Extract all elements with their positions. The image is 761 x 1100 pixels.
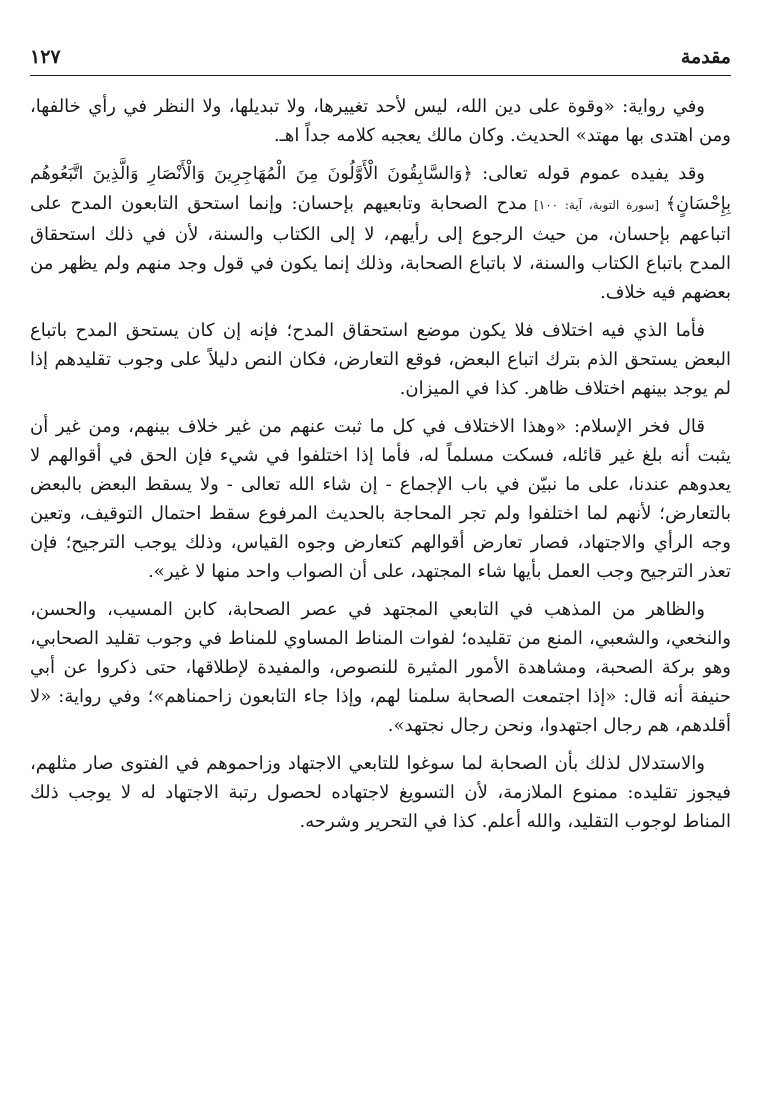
paragraph: قال فخر الإسلام: «وهذا الاختلاف في كل ما ثبت عنهم من غير خلاف بينهم، ومن غير أن يثبت أنه بلغ غير قائله، فسكت مسلماً له، فأما إذا اختلفوا في شيء فإن الحق في أقوالهم لا يعدوهم عندنا، على ما نبيّن في باب الإجماع - إن شاء الله تعالى - ولا يسقط البعض بالبعض بالتعارض؛ لأنهم لما اختلفوا ولم تجر المحاجة بالحديث المرفوع سقط احتمال التوقيف، وتعين وجه الرأي والاجتهاد، فصار تعارض أقوالهم كتعارض وجوه القياس، وذلك يوجب الترجيح؛ فإن تعذر الترجيح وجب العمل بأيها شاء المجتهد، على أن الصواب واحد منها لا غير». [30, 416, 731, 582]
page-number: ١٢٧ [30, 46, 61, 68]
paragraph-intro: وقد يفيده عموم قوله تعالى: [472, 163, 705, 184]
paragraph: والظاهر من المذهب في التابعي المجتهد في عصر الصحابة، كابن المسيب، والحسن، والنخعي، والشعبي، المنع من تقليده؛ لفوات المناط المساوي للمناط في وجوب تقليد الصحابي، وهو بركة الصحبة، ومشاهدة الأمور المثيرة للنصوص، والمفيدة لإطلاقها، حتى ذكروا عن أبي حنيفة أنه قال: «إذا اجتمعت الصحابة سلمنا لهم، وإذا جاء التابعون زاحمناهم»؛ وفي رواية: «لا أقلدهم، هم رجال اجتهدوا، ونحن رجال نجتهد». [30, 599, 731, 736]
chapter-title: مقدمة [680, 46, 731, 68]
quran-verse: ﴿وَالسَّابِقُونَ الْأَوَّلُونَ مِنَ الْمُهَاجِرِينَ وَالْأَنْصَارِ وَالَّذِينَ اتَّبَعُوهُم بِإِحْسَانٍ﴾ [30, 164, 731, 214]
paragraph: وفي رواية: «وقوة على دين الله، ليس لأحد تغييرها، ولا تبديلها، ولا النظر في رأي خالفها، ومن اهتدى بها مهتد» الحديث. وكان مالك يعجبه كلامه جداً اهـ. [30, 96, 731, 146]
paragraph: والاستدلال لذلك بأن الصحابة لما سوغوا للتابعي الاجتهاد وزاحموهم في الفتوى صار مثلهم، فيجوز تقليده: ممنوع الملازمة، لأن التسويغ لاجتهاده لحصول رتبة الاجتهاد له لا يوجب ذلك المناط لوجوب التقليد، والله أعلم. كذا في التحرير وشرحه. [30, 753, 731, 832]
paragraph-with-verse [30, 159, 731, 307]
page-header [30, 44, 731, 80]
paragraph-continuation: مدح الصحابة وتابعيهم بإحسان: وإنما استحق التابعون المدح على اتباعهم بإحسان، من حيث الرجوع إلى رأيهم، لا إلى الكتاب والسنة، لأن في ذلك استحقاق المدح باتباع الكتاب والسنة، لا باتباع الصحابة، وذلك إنما يكون في قول وجد منهم ولم يظهر من بعضهم فيه خلاف. [30, 193, 731, 303]
header-rule [30, 75, 731, 76]
paragraph: فأما الذي فيه اختلاف فلا يكون موضع استحقاق المدح؛ فإنه إن كان يستحق المدح باتباع البعض يستحق الذم بترك اتباع البعض، فوقع التعارض، فكان النص دليلاً على وجوب تقليدهم إذا لم يوجد بينهم اختلاف ظاهر. كذا في الميزان. [30, 320, 731, 399]
body-text [30, 92, 731, 845]
verse-reference: [سورة التوبة، آية: ١٠٠] [527, 198, 666, 212]
